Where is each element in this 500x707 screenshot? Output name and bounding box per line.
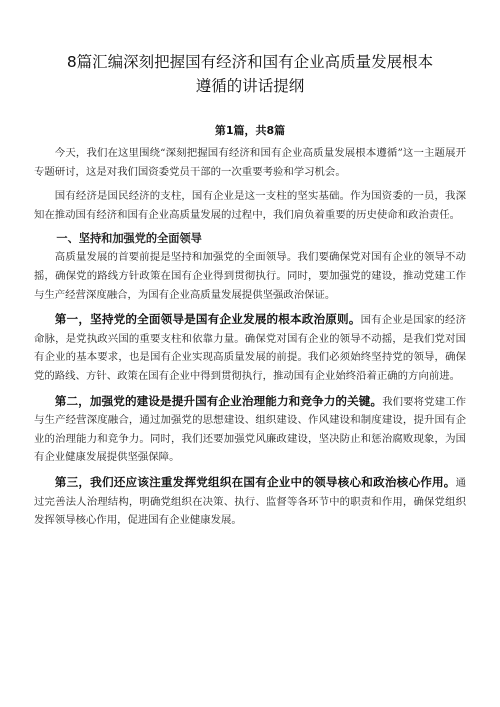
paragraph-intro: 今天，我们在这里围绕“深刻把握国有经济和国有企业高质量发展根本遵循”这一主题展开专题研讨，这是对我们国资委党员干部的一次重要考验和学习机会。 <box>34 147 466 178</box>
paragraph-context: 国有经济是国民经济的支柱，国有企业是这一支柱的坚实基础。作为国资委的一员，我深知在推动国有经济和国有企业高质量发展的过程中，我们肩负着重要的历史使命和政治责任。 <box>34 190 466 221</box>
point-1-lead: 第一，坚持党的全面领导是国有企业发展的根本政治原则。 <box>54 312 361 327</box>
point-2-body: 我们要将党建工作与生产经营深度融合，通过加强党的思想建设、组织建设、作风建设和制度建设，提升国有企业的治理能力和竞争力。同时，我们还要加强党风廉政建设，坚决防止和惩治腐败现象，为国有企业健康发展提供坚强保障。 <box>34 395 466 464</box>
document-title <box>34 0 466 98</box>
point-1-body: 国有企业是国家的经济命脉，是党执政兴国的重要支柱和依靠力量。确保党对国有企业的领导不动摇，是我们党对国有企业的基本要求，也是国有企业实现高质量发展的前提。我们必须始终坚持党的领导，确保党的路线、方针、政策在国有企业中得到贯彻执行，推动国有企业始终沿着正确的方向前进。 <box>34 314 466 382</box>
paragraph-point-3 <box>34 473 466 530</box>
title-line-2: 遵循的讲话提纲 <box>195 77 305 95</box>
point-3-lead: 第三，我们还应该注重发挥党组织在国有企业中的领导核心和政治核心作用。 <box>54 474 456 489</box>
paragraph-point-2 <box>34 392 466 467</box>
section-heading-1: 一、坚持和加强党的全面领导 <box>56 231 202 246</box>
paragraph-point-1 <box>34 310 466 385</box>
section-counter: 第1篇，共8篇 <box>214 124 286 137</box>
point-3-body: 通过完善法人治理结构，明确党组织在决策、执行、监督等各环节中的职责和作用，确保党组织发挥领导核心作用，促进国有企业健康发展。 <box>34 476 466 527</box>
paragraph-section-1: 高质量发展的首要前提是坚持和加强党的全面领导。我们要确保党对国有企业的领导不动摇，确保党的路线方针政策在国有企业得到贯彻执行。同时，要加强党的建设，推动党建工作与生产经营深度融合，为国有企业高质量发展提供坚强政治保证。 <box>34 251 466 301</box>
point-2-lead: 第二，加强党的建设是提升国有企业治理能力和竞争力的关键。 <box>54 393 383 408</box>
title-line-1: 8篇汇编深刻把握国有经济和国有企业高质量发展根本 <box>66 53 434 71</box>
